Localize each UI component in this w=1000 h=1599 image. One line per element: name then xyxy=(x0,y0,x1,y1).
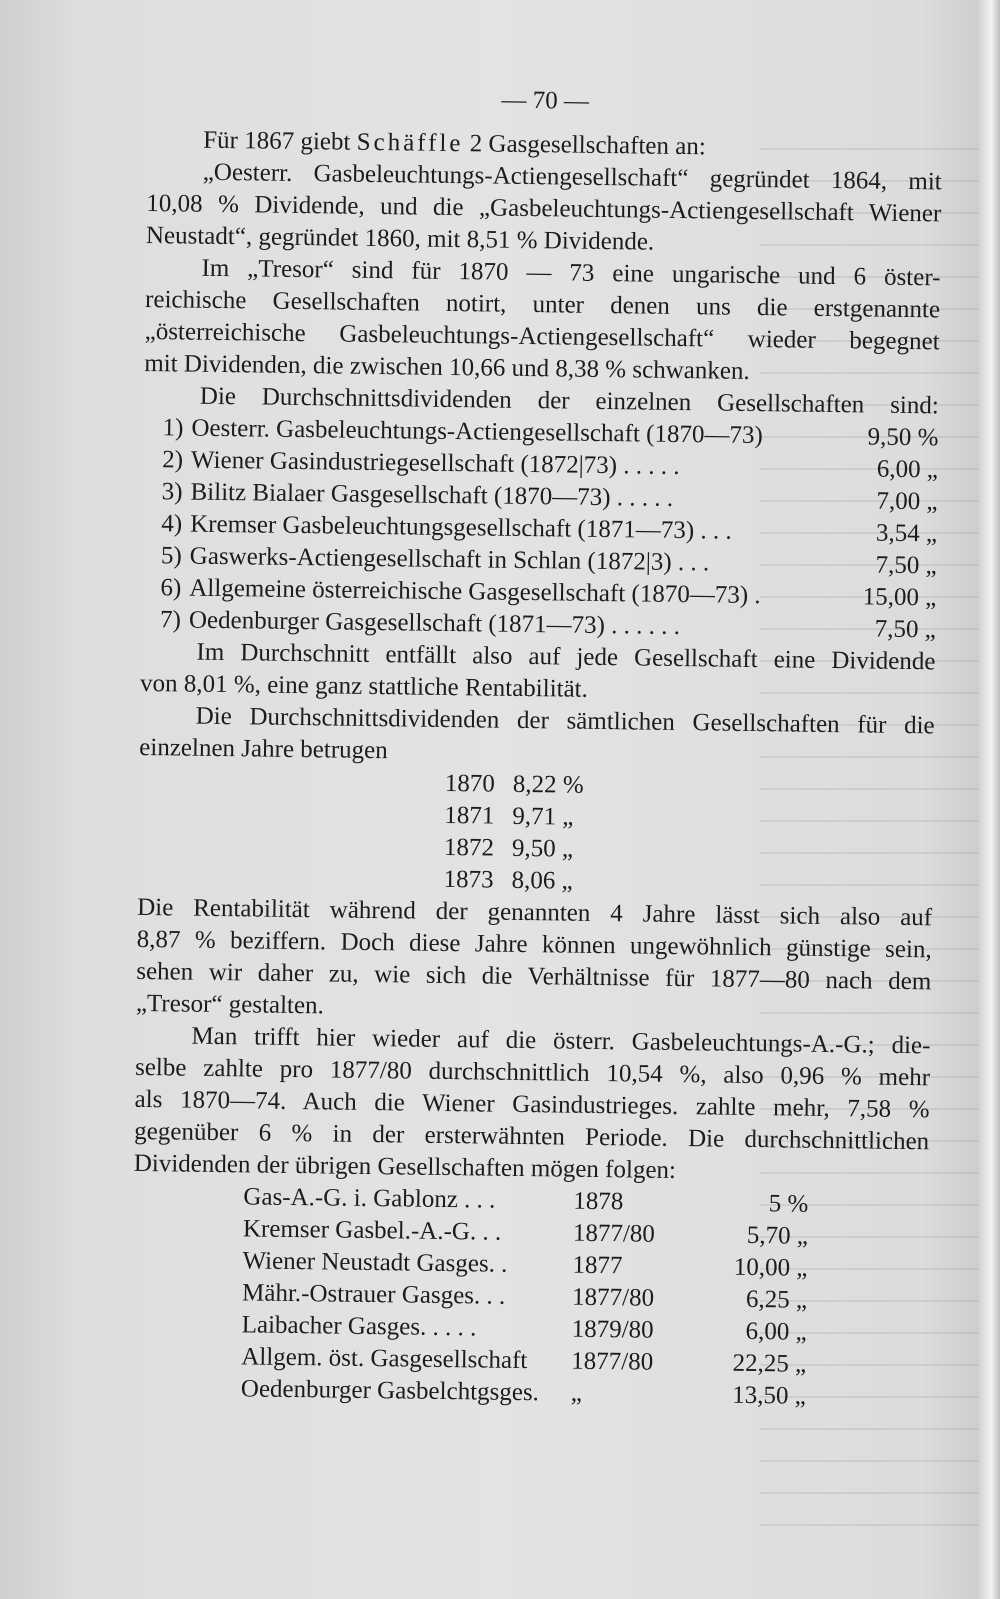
para7-line: als 1870—74. Auch die Wiener Gasindustrieges. zahlte mehr, 7,58 % xyxy=(134,1085,930,1124)
para2-line: reichische Gesellschaften notirt, unter denen uns die erstgenannte xyxy=(144,285,941,324)
author-name: Schäffle xyxy=(356,128,464,158)
para7-line: Man trifft hier wieder auf die österr. Gasbeleuchtungs-A.-G.; die- xyxy=(191,1022,931,1060)
para7-line: gegenüber 6 % in der ersterwähnten Periode. Die durchschnittlichen xyxy=(134,1117,930,1156)
company-dividend: 3,54 „ xyxy=(875,519,938,548)
para2-line: „österreichische Gasbeleuchtungs-Actiengesellschaft“ wieder begegnet xyxy=(144,317,940,356)
company-name: Wiener Gasindustriegesellschaft (1872|73) . . . . . xyxy=(190,446,680,480)
later-company-period: „ xyxy=(570,1379,583,1407)
para5-line: Die Durchschnittsdividenden der sämtlichen Gesellschaften für die xyxy=(195,702,935,740)
later-company-name: Allgem. öst. Gasgesellschaft xyxy=(241,1343,528,1375)
intro-text-2: 2 Gasgesellschaften an: xyxy=(469,130,706,161)
company-dividend: 9,50 % xyxy=(867,423,939,452)
company-number: 1) xyxy=(162,414,184,442)
page-text xyxy=(131,80,943,1414)
year: 1873 xyxy=(443,865,494,894)
later-company-dividend: 5,70 „ xyxy=(746,1221,809,1250)
later-company-period: 1877/80 xyxy=(571,1283,655,1312)
company-number: 5) xyxy=(160,542,182,570)
page-edge xyxy=(978,0,1000,1599)
para4-line: von 8,01 %, eine ganz stattliche Rentabilität. xyxy=(139,669,589,703)
later-company-list xyxy=(131,1180,929,1414)
later-company-dividend: 6,25 „ xyxy=(745,1285,808,1314)
company-dividend: 7,50 „ xyxy=(875,551,937,580)
later-company-name: Oedenburger Gasbelchtgsges. xyxy=(240,1375,540,1407)
later-company-dividend: 5 % xyxy=(768,1190,809,1218)
para2-line: Im „Tresor“ sind für 1870 — 73 eine ungarische und 6 öster- xyxy=(201,254,941,292)
company-dividend: 15,00 „ xyxy=(862,583,937,612)
intro-text-1: Für 1867 giebt xyxy=(203,126,351,156)
year: 1870 xyxy=(444,769,495,798)
company-number: 4) xyxy=(161,510,183,538)
para6-line: 8,87 % beziffern. Doch diese Jahre können ungewöhnlich günstige sein, xyxy=(136,925,932,964)
page-number: — 70 — xyxy=(501,86,590,115)
para3-heading: Die Durchschnittsdividenden der einzelnen Gesellschaften sind: xyxy=(199,382,939,420)
company-number: 6) xyxy=(160,574,182,602)
para1-line: „Oesterr. Gasbeleuchtungs-Actiengesellschaft“ gegründet 1864, mit xyxy=(202,158,942,196)
para7-line: selbe zahlte pro 1877/80 durchschnittlich 10,54 %, also 0,96 % mehr xyxy=(134,1053,931,1092)
year-dividend: 8,22 % xyxy=(512,770,584,799)
year-dividend: 9,50 „ xyxy=(511,834,574,863)
later-company-period: 1878 xyxy=(573,1187,624,1216)
later-company-dividend: 22,25 „ xyxy=(732,1349,807,1378)
company-dividend: 6,00 „ xyxy=(876,455,939,484)
later-company-name: Mähr.-Ostrauer Gasges. . . xyxy=(241,1279,506,1310)
company-name: Allgemeine österreichische Gasgesellschaft (1870—73) . xyxy=(189,574,761,610)
later-company-dividend: 10,00 „ xyxy=(733,1253,808,1282)
later-company-name: Laibacher Gasges. . . . . xyxy=(241,1311,477,1342)
para6-line: sehen wir daher zu, wie sich die Verhältnisse für 1877—80 nach dem xyxy=(136,957,932,996)
company-dividend: 7,00 „ xyxy=(876,487,938,516)
later-company-name: Kremser Gasbel.-A.-G. . . xyxy=(242,1215,502,1246)
company-name: Oedenburger Gasgesellschaft (1871—73) . . . . . . xyxy=(188,606,681,641)
later-company-name: Gas-A.-G. i. Gablonz . . . xyxy=(243,1183,496,1214)
company-number: 2) xyxy=(162,446,184,474)
para2-line: mit Dividenden, die zwischen 10,66 und 8,38 % schwanken. xyxy=(144,349,750,385)
para1-line: Neustadt“, gegründet 1860, mit 8,51 % Dividende. xyxy=(145,221,655,256)
year-dividend: 8,06 „ xyxy=(511,866,573,895)
later-company-dividend: 6,00 „ xyxy=(745,1317,807,1346)
later-company-period: 1877 xyxy=(572,1251,623,1280)
company-name: Bilitz Bialaer Gasgesellschaft (1870—73) . . . . . xyxy=(190,478,674,512)
para4-line: Im Durchschnitt entfällt also auf jede Gesellschaft eine Dividende xyxy=(196,638,936,676)
year: 1871 xyxy=(444,801,495,830)
company-name: Kremser Gasbeleuchtungsgesellschaft (1871—73) . . . xyxy=(190,510,732,545)
company-dividend: 7,50 „ xyxy=(874,615,937,644)
company-number: 3) xyxy=(161,478,183,506)
para1-line: 10,08 % Dividende, und die „Gasbeleuchtungs-Actiengesellschaft Wiener xyxy=(146,189,942,228)
later-company-dividend: 13,50 „ xyxy=(732,1381,807,1410)
year: 1872 xyxy=(443,833,495,862)
year-dividend: 9,71 „ xyxy=(512,802,574,831)
later-company-name: Wiener Neustadt Gasges. . xyxy=(242,1247,508,1278)
company-list xyxy=(141,412,939,646)
para7-line: Dividenden der übrigen Gesellschaften mögen folgen: xyxy=(133,1149,677,1185)
company-number: 7) xyxy=(159,606,182,634)
yearly-dividends xyxy=(137,764,934,902)
para6-line: Die Rentabilität während der genannten 4 Jahre lässt sich also auf xyxy=(136,893,933,932)
para5-line: einzelnen Jahre betrugen xyxy=(139,733,388,765)
later-company-period: 1877/80 xyxy=(571,1347,654,1376)
para6-line: „Tresor“ gestalten. xyxy=(135,989,324,1020)
company-name: Gaswerks-Actiengesellschaft in Schlan (1872|3) . . . xyxy=(189,542,710,577)
later-company-period: 1879/80 xyxy=(571,1315,654,1344)
company-name: Oesterr. Gasbeleuchtungs-Actiengesellschaft (1870—73) xyxy=(191,414,763,450)
later-company-period: 1877/80 xyxy=(572,1219,656,1248)
